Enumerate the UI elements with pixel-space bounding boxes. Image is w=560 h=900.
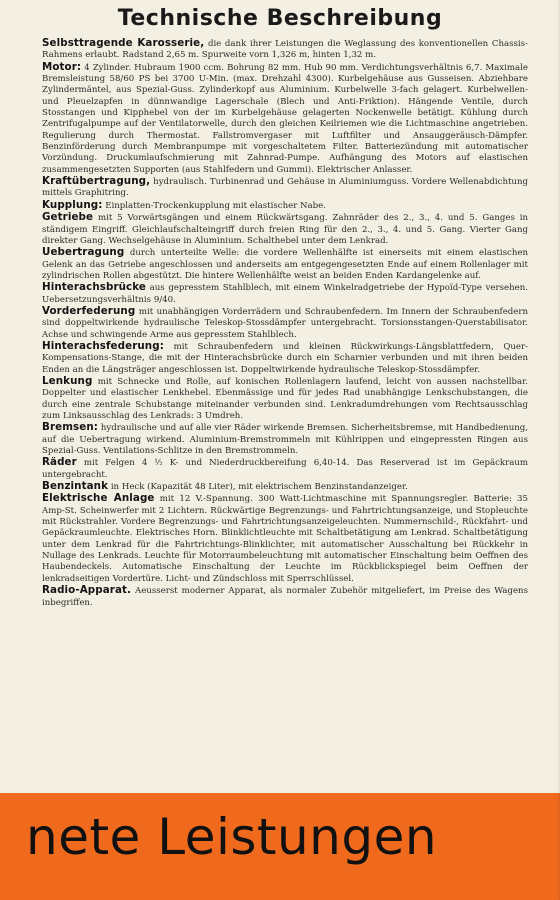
spec-heading: Getriebe [42,211,94,224]
spec-text: mit Schraubenfedern und kleinen Rückwirkungs-Längsblattfedern, Quer-Kompensations-Stange, die mit der Hinterachsbrücke durch ein Scharnier verbunden und mit ihren beiden Enden an die Längsträger angeschlossen ist. Doppeltwirkende hydraulische Teleskop-Stossdämpfer. [42,341,529,375]
spec-text: Aeusserst moderner Apparat, als normaler Zubehör mitgeliefert, im Preise des Wagens inbegriffen. [42,586,528,608]
spec-text: in Heck (Kapazität 48 Liter), mit elektrischem Benzinstandanzeiger. [110,482,408,493]
spec-text: mit Schnecke und Rolle, auf konischen Rollenlagern laufend, leicht von aussen nachstellbar. Doppelter und elastischer Lenkhebel. Ebenmässige und für jedes Rad unabhängige Lenkschubstangen, die durch eine zentrale Schubstange miteinander verbunden sind. Lenkradumdrehungen vom Rechtsausschlag zum Linksausschlag des Lenkrads: 3 Umdreh. [42,376,528,421]
banner-text: nete Leistungen [26,808,438,866]
spec-kupplung [42,200,528,212]
page-title: Technische Beschreibung [117,6,443,31]
spec-uebertragung [42,247,528,282]
spec-heading: Räder [42,456,77,469]
spec-heading: Hinterachsfederung: [42,339,164,352]
spec-text: hydraulische und auf alle vier Räder wirkende Bremsen. Sicherheitsbremse, mit Handbedienung, auf die Uebertragung wirkend. Aluminium-Bremstrommeln mit Kühlrippen und eingepressten Ringen aus Spezial-Guss. Ventilations-Schlitze in den Bremstrommeln. [42,423,529,457]
spec-heading: Selbsttragende Karosserie, [42,37,205,49]
spec-heading: Kupplung: [42,198,103,211]
spec-text: mit unabhängigen Vorderrädern und Schraubenfedern. Im Innern der Schraubenfedern sind doppeltwirkende hydraulische Teleskop-Stossdämpfer untergebracht. Torsionsstangen-Querstabilisator. Achse und schwingende Arme aus gepresstem Stahlblech. [42,306,529,340]
spec-text: mit 12 V.-Spannung. 300 Watt-Lichtmaschine mit Spannungsregler. Batterie: 35 Amp-St. Scheinwerfer mit 2 Lichtern. Rückwärtige Begrenzungs- und Fahrtrichtungsanzeige, und Stopleuchte mit Rückstrahler. Vordere Begrenzungs- und Fahrtrichtungsanzeigeleuchten. Nummernschild-, Rückfahrt- und Gepäckraumleuchte. Elektrisches Horn. Blinklichtleuchte mit Schaltbetätigung am Lenkrad. Schaltbetätigung unter dem Lenkrad für die Fahrtrichtungs-Blinklichter, mit automatischer Ausschaltung bei Rückkehr in Nullage des Lenkrads. Leuchte für Motorraumbeleuchtung mit automatischer Einschaltung beim Oeffnen des Haubendeckels. Automatische Einschaltung der Leuchte im Rückblickspiegel beim Oeffnen der lenkradseitigen Vordertüre. Licht- und Zündschloss mit Sperrschlüssel. [42,494,528,584]
spec-text: 4 Zylinder. Hubraum 1900 ccm. Bohrung 82 mm. Hub 90 mm. Verdichtungsverhältnis 6,7. Maximale Bremsleistung 58/60 PS bei 3700 U-Min. (max. Drehzahl 4300). Kurbelgehäuse aus Gusseisen. Abziehbare Zylindermäntel, aus Spezial-Guss. Zylinderkopf aus Aluminium. Kurbelwelle 3-fach gelagert. Kurbelwellen- und Pleuelzapfen in dünnwandige Lagerschale (Blech und Anti-Friktion). Hängende Ventile, durch Stosstangen und Kipphebel von der im Kurbelgehäuse gelagerten Nockenwelle betätigt. Kühlung durch Zentrifugalpumpe auf der Ventilatorwelle, durch den gleichen Keilriemen wie die Lichtmaschine angetrieben. Regulierung durch Thermostat. Fallstromvergaser mit Luftfilter und Ansauggeräusch-Dämpfer. Benzinförderung durch Membranpumpe mit vorgeschaltetem Filter. Batteriezündung mit automatischer Vorzündung. Druckumlaufschmierung mit Zahnrad-Pumpe. Aufhängung des Motors auf elastischen zusammengesetzten Supporten (aus Stahlfedern und Gummi). Elektrischer Anlasser. [42,62,528,175]
spec-heading: Vorderfederung [42,304,136,317]
spec-radio-apparat [42,585,528,609]
spec-elektrische-anlage [42,493,528,585]
spec-text: mit 5 Vorwärtsgängen und einem Rückwärtsgang. Zahnräder des 2., 3., 4. und 5. Ganges in ständigem Eingriff. Gleichlaufschalteingriff durch freien Ring für den 2., 3., 4. und 5. Gang. Vierter Gang direkter Gang. Wechselgehäuse in Aluminium. Schalthebel unter dem Lenkrad. [42,213,528,246]
spec-heading: Radio-Apparat. [42,584,132,597]
spec-text: mit Felgen 4 ½ K- und Niederdruckbereifung 6,40-14. Das Reserverad ist im Gepäckraum untergebracht. [42,458,529,480]
spec-heading: Benzintank [42,480,109,493]
spec-heading: Hinterachsbrücke [42,281,147,294]
spec-heading: Lenkung [42,374,93,387]
spec-text: durch unterteilte Welle: die vordere Wellenhälfte ist einerseits mit einem elastischen Gelenk an das Getriebe angeschlossen und anderseits am entgegengesetzten Ende auf einem Rollenlager mit zylindrischen Rollen abgestützt. Die hintere Wellenhälfte weist an beiden Enden Kardangelenke auf. [42,248,528,281]
spec-text: hydraulisch. Turbinenrad und Gehäuse in Aluminiumguss. Vordere Wellenabdichtung mittels Graphitring. [42,177,528,199]
specification-body [42,38,528,609]
spec-bremsen [42,422,528,457]
spec-heading: Uebertragung [42,246,125,259]
spec-heading: Kraftübertragung, [42,175,151,188]
spec-text: die dank ihrer Leistungen die Weglassung des konventionellen Chassis-Rahmens erlaubt. Radstand 2,65 m. Spurweite vorn 1,326 m, hinten 1,32 m. [42,39,528,61]
spec-heading: Elektrische Anlage [42,492,155,505]
spec-getriebe [42,212,528,247]
spec-heading: Motor: [42,60,82,73]
spec-text: Einplatten-Trockenkupplung mit elastischer Nabe. [105,200,326,211]
spec-heading: Bremsen: [42,421,98,434]
spec-lenkung [42,376,528,422]
spec-vorderfederung [42,306,528,341]
spec-raeder [42,457,528,481]
spec-hinterachsbruecke [42,282,528,306]
spec-motor [42,62,528,176]
spec-karosserie [42,38,528,62]
spec-kraftuebertragung [42,176,528,200]
spec-hinterachsfederung [42,341,528,376]
spec-text: aus gepresstem Stahlblech, mit einem Winkelradgetriebe der Hypoïd-Type versehen. Uebersetzungsverhältnis 9/40. [42,283,529,305]
